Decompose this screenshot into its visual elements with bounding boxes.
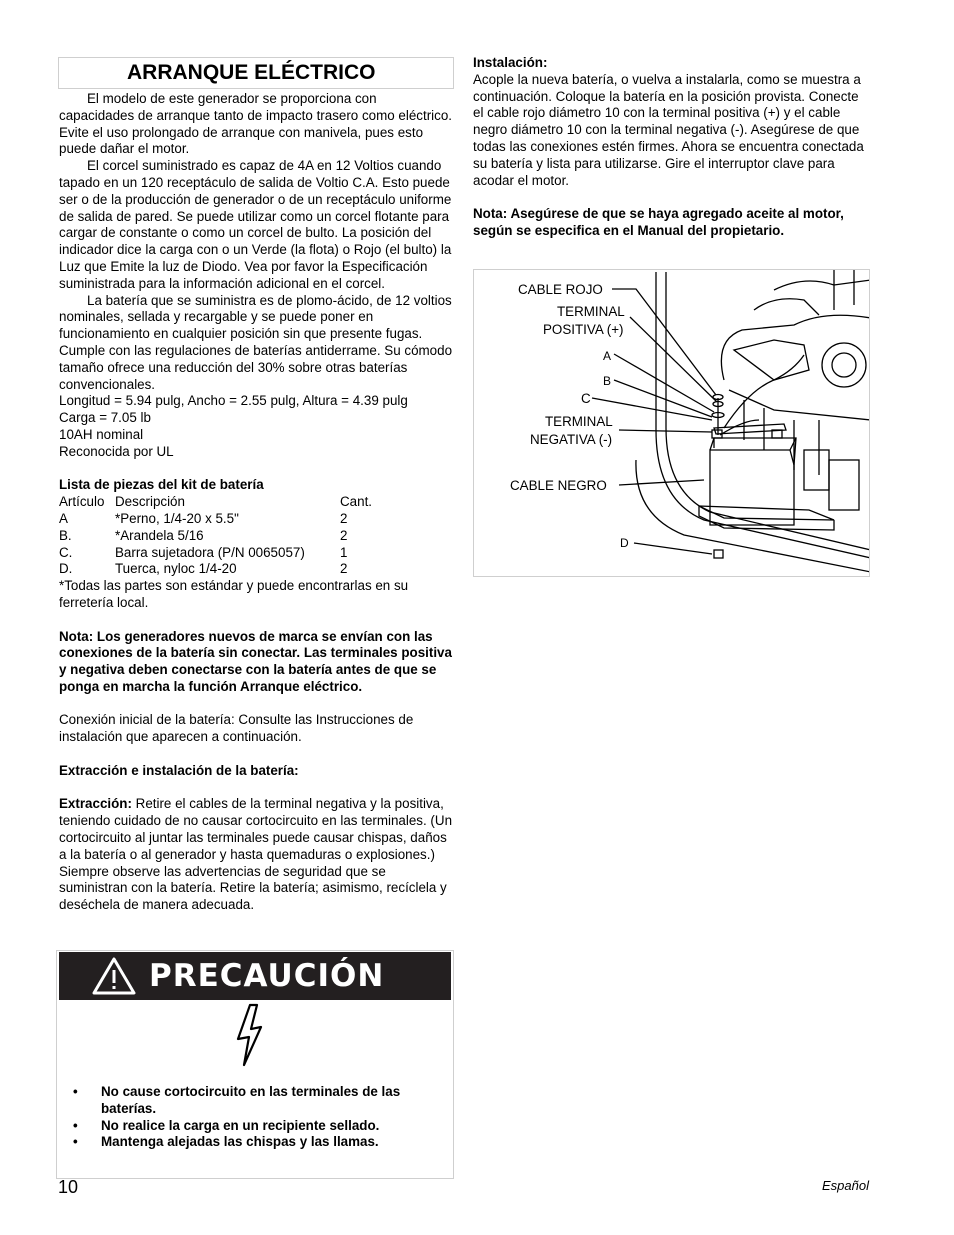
parts-cell: C. [59,544,73,560]
label-cable-rojo: CABLE ROJO [518,282,603,297]
caution-item: • No cause cortocircuito en las terminales de las baterías. [73,1084,401,1116]
label-c: C [581,391,591,406]
parts-cell: D. [59,561,73,577]
spec-line: Longitud = 5.94 pulg, Ancho = 2.55 pulg, Altura = 4.39 pulg [59,393,408,409]
warning-triangle-icon [91,956,137,996]
right-column [473,55,871,240]
caution-header [59,952,451,1000]
parts-col-header: Descripción [115,494,185,510]
label-d: D [620,536,629,550]
note-oil: Nota: Asegúrese de que se haya agregado aceite al motor, según se especifica en el Manual del propietario. [473,206,844,238]
caution-item: • Mantenga alejadas las chispas y las llamas. [73,1134,379,1150]
parts-cell: Tuerca, nyloc 1/4-20 [115,561,237,577]
spec-line: Carga = 7.05 lb [59,410,151,426]
caution-item: • No realice la carga en un recipiente sellado. [73,1117,380,1133]
parts-cell: 2 [340,510,348,526]
parts-cell: 2 [340,527,348,543]
parts-cell: A [59,510,68,526]
initial-connection-text: Conexión inicial de la batería: Consulte las Instrucciones de instalación que aparecen a continuación. [59,712,414,745]
removal-label: Extracción: [59,796,132,812]
parts-heading: Lista de piezas del kit de batería [59,477,264,493]
spec-line: Reconocida por UL [59,443,174,459]
parts-cell: B. [59,527,72,543]
label-terminal-negativa: NEGATIVA (-) [530,432,613,447]
parts-col-header: Artículo [59,494,105,510]
language-label: Español [822,1178,869,1193]
intro-text [58,91,454,914]
spec-line: 10AH nominal [59,426,144,442]
label-b: B [603,374,612,388]
caution-title: PRECAUCIÓN [149,958,385,994]
parts-table [59,494,454,578]
page-number: 10 [58,1177,79,1197]
intro-paragraph-1: El modelo de este generador se proporciona con capacidades de arranque tanto de impacto trasero como eléctrico. Evite el uso prolongado de arranque con manivela, pues esto puede dañar el motor. [59,91,453,157]
battery-diagram-illustration [474,270,870,577]
label-terminal-positiva: TERMINAL [557,304,625,319]
note-battery-connections: Nota: Los generadores nuevos de marca se envían con las conexiones de la batería sin conectar. Las terminales positiva y negativa deben conectarse con la batería antes de que se ponga en marcha la función Arranque eléctrico. [59,628,452,694]
caution-list [73,1084,443,1151]
parts-col-header: Cant. [340,494,373,510]
intro-paragraph-3: La batería que se suministra es de plomo-ácido, de 12 voltios nominales, sellada y recargable y se puede poner en funcionamiento en cualquier posición sin que presente fugas. Cumple con las regulaciones de baterías antiderrame. Su cómodo tamaño ofrece una reducción del 30% sobre otras baterías convencionales. [59,292,453,392]
label-terminal-negativa: TERMINAL [545,414,613,429]
left-column [58,57,454,914]
section-title-box [58,57,454,89]
label-a: A [603,349,612,363]
section-title: ARRANQUE ELÉCTRICO [127,60,376,84]
electric-shock-icon [233,1003,269,1067]
installation-text: Acople la nueva batería, o vuelva a instalarla, como se muestra a continuación. Coloque la batería en la posición provista. Conecte el cable rojo diámetro 10 con la terminal positiva (+) y el cable negro diámetro 10 con la terminal negativa (-). Asegúrese de que todas las conexiones estén firmes. Ahora se encuentra conectada su batería y lista para utilizarse. Gire el interruptor clave para acodar el motor. [473,71,864,188]
label-terminal-positiva: POSITIVA (+) [543,322,624,337]
caution-box [56,950,454,1179]
parts-cell: Barra sujetadora (P/N 0065057) [115,544,305,560]
installation-heading: Instalación: [473,55,548,70]
label-cable-negro: CABLE NEGRO [510,478,607,493]
parts-cell: 2 [340,561,348,577]
removal-text: Retire el cables de la terminal negativa y la positiva, teniendo cuidado de no causar cortocircuito en las terminales. (Un cortocircuito al juntar las terminales puede causar chispas, daños a la batería o al generador y hasta quemaduras o explosiones.) Siempre observe las advertencias de seguridad que se suministran con la batería. Retire la batería; asimismo, recíclela y deséchela de manera adecuada. [59,796,453,913]
parts-cell: *Arandela 5/16 [115,527,204,543]
removal-heading: Extracción e instalación de la batería: [59,762,299,778]
removal-paragraph [59,796,454,914]
parts-cell: 1 [340,544,348,560]
parts-cell: *Perno, 1/4-20 x 5.5" [115,510,239,526]
intro-paragraph-2: El corcel suministrado es capaz de 4A en 12 Voltios cuando tapado en un 120 receptáculo de salida de Voltio C.A. Esto puede ser o de la producción de generador o de un receptáculo uniforme de salida de pared. Se puede utilizar como un corcel flotante para cargar de constante o como un corcel de bulto. La posición del indicador dice la carga con o un Verde (la flota) o Rojo (el bulto) la Luz que Emite la luz de Diodo. Vea por favor la Especificación suministrada para la información adicional en el corcel. [59,158,452,291]
parts-footnote: *Todas las partes son estándar y puede encontrarlas en su ferretería local. [59,578,409,610]
battery-installation-figure [473,269,870,577]
